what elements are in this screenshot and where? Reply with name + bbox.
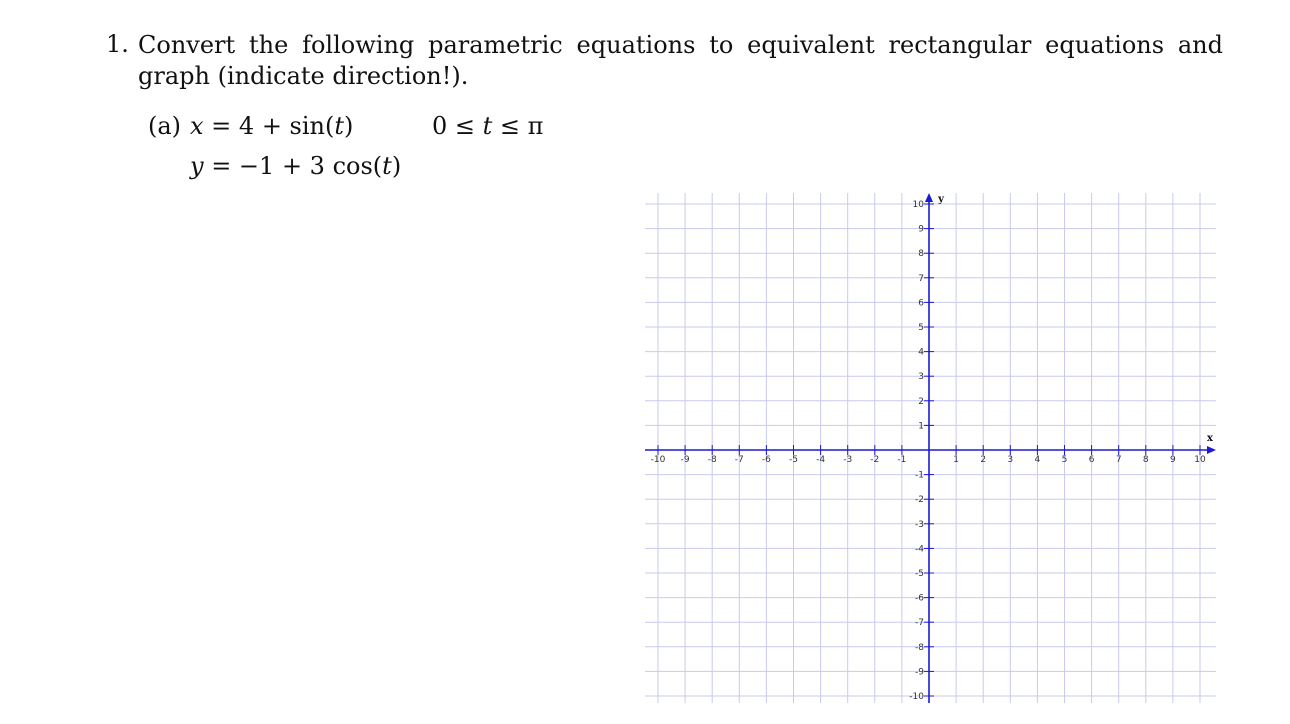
equation-y-close: ) — [391, 152, 402, 180]
y-tick-label: 10 — [912, 200, 924, 210]
x-tick-label: 2 — [980, 455, 987, 465]
y-tick-label: -6 — [915, 593, 924, 604]
x-tick-label: -9 — [680, 455, 690, 465]
x-tick-label: -10 — [650, 455, 666, 465]
x-tick-label: -3 — [843, 455, 853, 465]
y-tick-label: 5 — [918, 323, 924, 333]
x-tick-label: -2 — [870, 455, 880, 465]
x-tick-label: -8 — [707, 455, 717, 465]
y-tick-label: -2 — [915, 495, 924, 506]
y-tick-label: -5 — [915, 569, 924, 579]
y-tick-label: 3 — [918, 372, 924, 383]
x-tick-label: 5 — [1061, 455, 1068, 465]
equation-x-var: t — [334, 112, 345, 140]
x-tick-label: -1 — [897, 455, 907, 465]
y-tick-label: 4 — [918, 347, 924, 358]
x-tick-label: 4 — [1034, 455, 1041, 465]
x-tick-label: 6 — [1088, 455, 1095, 465]
y-tick-label: 2 — [918, 396, 924, 407]
equation-y-var: t — [382, 152, 392, 180]
y-tick-label: 7 — [918, 273, 924, 284]
y-tick-label: -1 — [915, 470, 924, 481]
equation-y-rhs: = −1 + 3 cos( — [203, 152, 383, 180]
problem-number: 1. — [106, 30, 129, 58]
equation-x-lhs: x — [190, 112, 204, 140]
y-tick-label: -10 — [909, 692, 924, 702]
x-tick-label: -7 — [734, 455, 744, 465]
x-tick-label: 3 — [1007, 455, 1014, 465]
y-tick-label: -4 — [915, 544, 924, 555]
x-tick-label: 1 — [953, 455, 959, 465]
equation-x-rhs: = 4 + sin( — [203, 112, 335, 140]
x-tick-label: -6 — [761, 455, 771, 465]
y-axis-label: y — [938, 194, 944, 205]
x-tick-label: -5 — [789, 455, 798, 465]
y-axis-arrow — [925, 193, 933, 202]
x-axis-label: x — [1207, 433, 1213, 444]
x-tick-label: 7 — [1115, 455, 1122, 465]
x-tick-label: -4 — [816, 455, 826, 465]
problem-statement: Convert the following parametric equations to equivalent rectangular equations and graph (indicate direction!). — [138, 31, 1223, 90]
x-tick-label: 10 — [1194, 455, 1206, 465]
range-var: t — [482, 112, 493, 140]
x-tick-label: 8 — [1142, 455, 1149, 465]
x-tick-label: 9 — [1170, 455, 1176, 465]
x-axis-arrow — [1207, 446, 1216, 454]
range-left: 0 ≤ — [432, 112, 483, 140]
y-tick-label: -3 — [915, 519, 924, 530]
y-tick-label: 1 — [918, 421, 924, 432]
y-tick-label: 8 — [918, 249, 924, 260]
equation-x-close: ) — [344, 112, 354, 140]
y-tick-label: -9 — [915, 667, 924, 678]
y-tick-label: 9 — [918, 224, 924, 235]
y-tick-label: 6 — [918, 298, 924, 309]
part-a-label: (a) — [148, 112, 182, 140]
y-tick-label: -7 — [915, 618, 924, 629]
equation-y-lhs: y — [190, 152, 204, 180]
range-right: ≤ π — [492, 112, 544, 140]
y-tick-label: -8 — [915, 642, 924, 653]
